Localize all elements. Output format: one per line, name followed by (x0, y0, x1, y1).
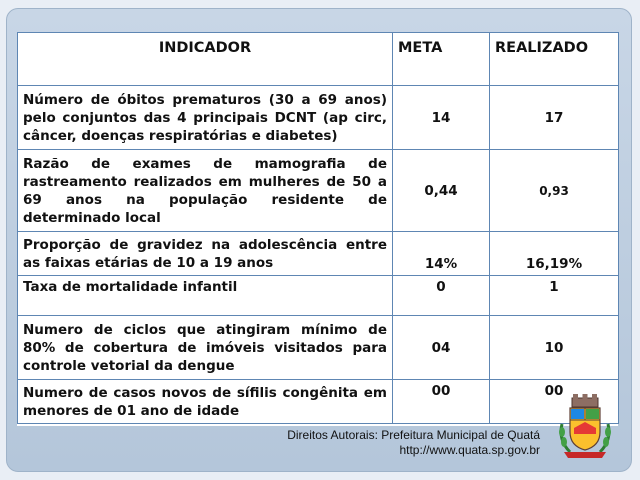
table-row (18, 316, 619, 380)
row-indicator: Numero de casos novos de sífilis congênita em menores de 01 ano de idade (18, 380, 393, 424)
row-indicator: Numero de ciclos que atingiram mínimo de 80% de cobertura de imóveis visitados para controle vetorial da dengue (18, 316, 393, 380)
header-meta: META (393, 33, 490, 86)
row-meta: 14% (393, 232, 490, 276)
table-row (18, 232, 619, 276)
row-indicator: Taxa de mortalidade infantil (18, 276, 393, 316)
table-row (18, 86, 619, 150)
row-realizado: 00 (490, 380, 619, 424)
municipal-coat-of-arms-icon (556, 394, 614, 460)
row-meta: 14 (393, 86, 490, 150)
footer (287, 428, 540, 458)
row-meta: 0,44 (393, 150, 490, 232)
copyright-text: Direitos Autorais: Prefeitura Municipal de Quatá (287, 428, 540, 442)
row-realizado: 10 (490, 316, 619, 380)
row-indicator: Razão de exames de mamografia de rastreamento realizados em mulheres de 50 a 69 anos na população residente de determinado local (18, 150, 393, 232)
row-realizado: 0,93 (490, 150, 619, 232)
row-realizado: 16,19% (490, 232, 619, 276)
row-meta: 04 (393, 316, 490, 380)
website-link[interactable]: http://www.quata.sp.gov.br (399, 443, 540, 457)
table-row (18, 380, 619, 424)
header-indicador: INDICADOR (18, 33, 393, 86)
row-meta: 0 (393, 276, 490, 316)
header-realizado: REALIZADO (490, 33, 619, 86)
row-indicator: Número de óbitos prematuros (30 a 69 anos) pelo conjuntos das 4 principais DCNT (ap circ, câncer, doenças respiratórias e diabetes) (18, 86, 393, 150)
table-row (18, 276, 619, 316)
row-realizado: 1 (490, 276, 619, 316)
row-realizado: 17 (490, 86, 619, 150)
row-meta: 00 (393, 380, 490, 424)
row-indicator: Proporção de gravidez na adolescência entre as faixas etárias de 10 a 19 anos (18, 232, 393, 276)
table-row (18, 150, 619, 232)
table-header-row (18, 33, 619, 86)
indicator-table (17, 32, 619, 424)
